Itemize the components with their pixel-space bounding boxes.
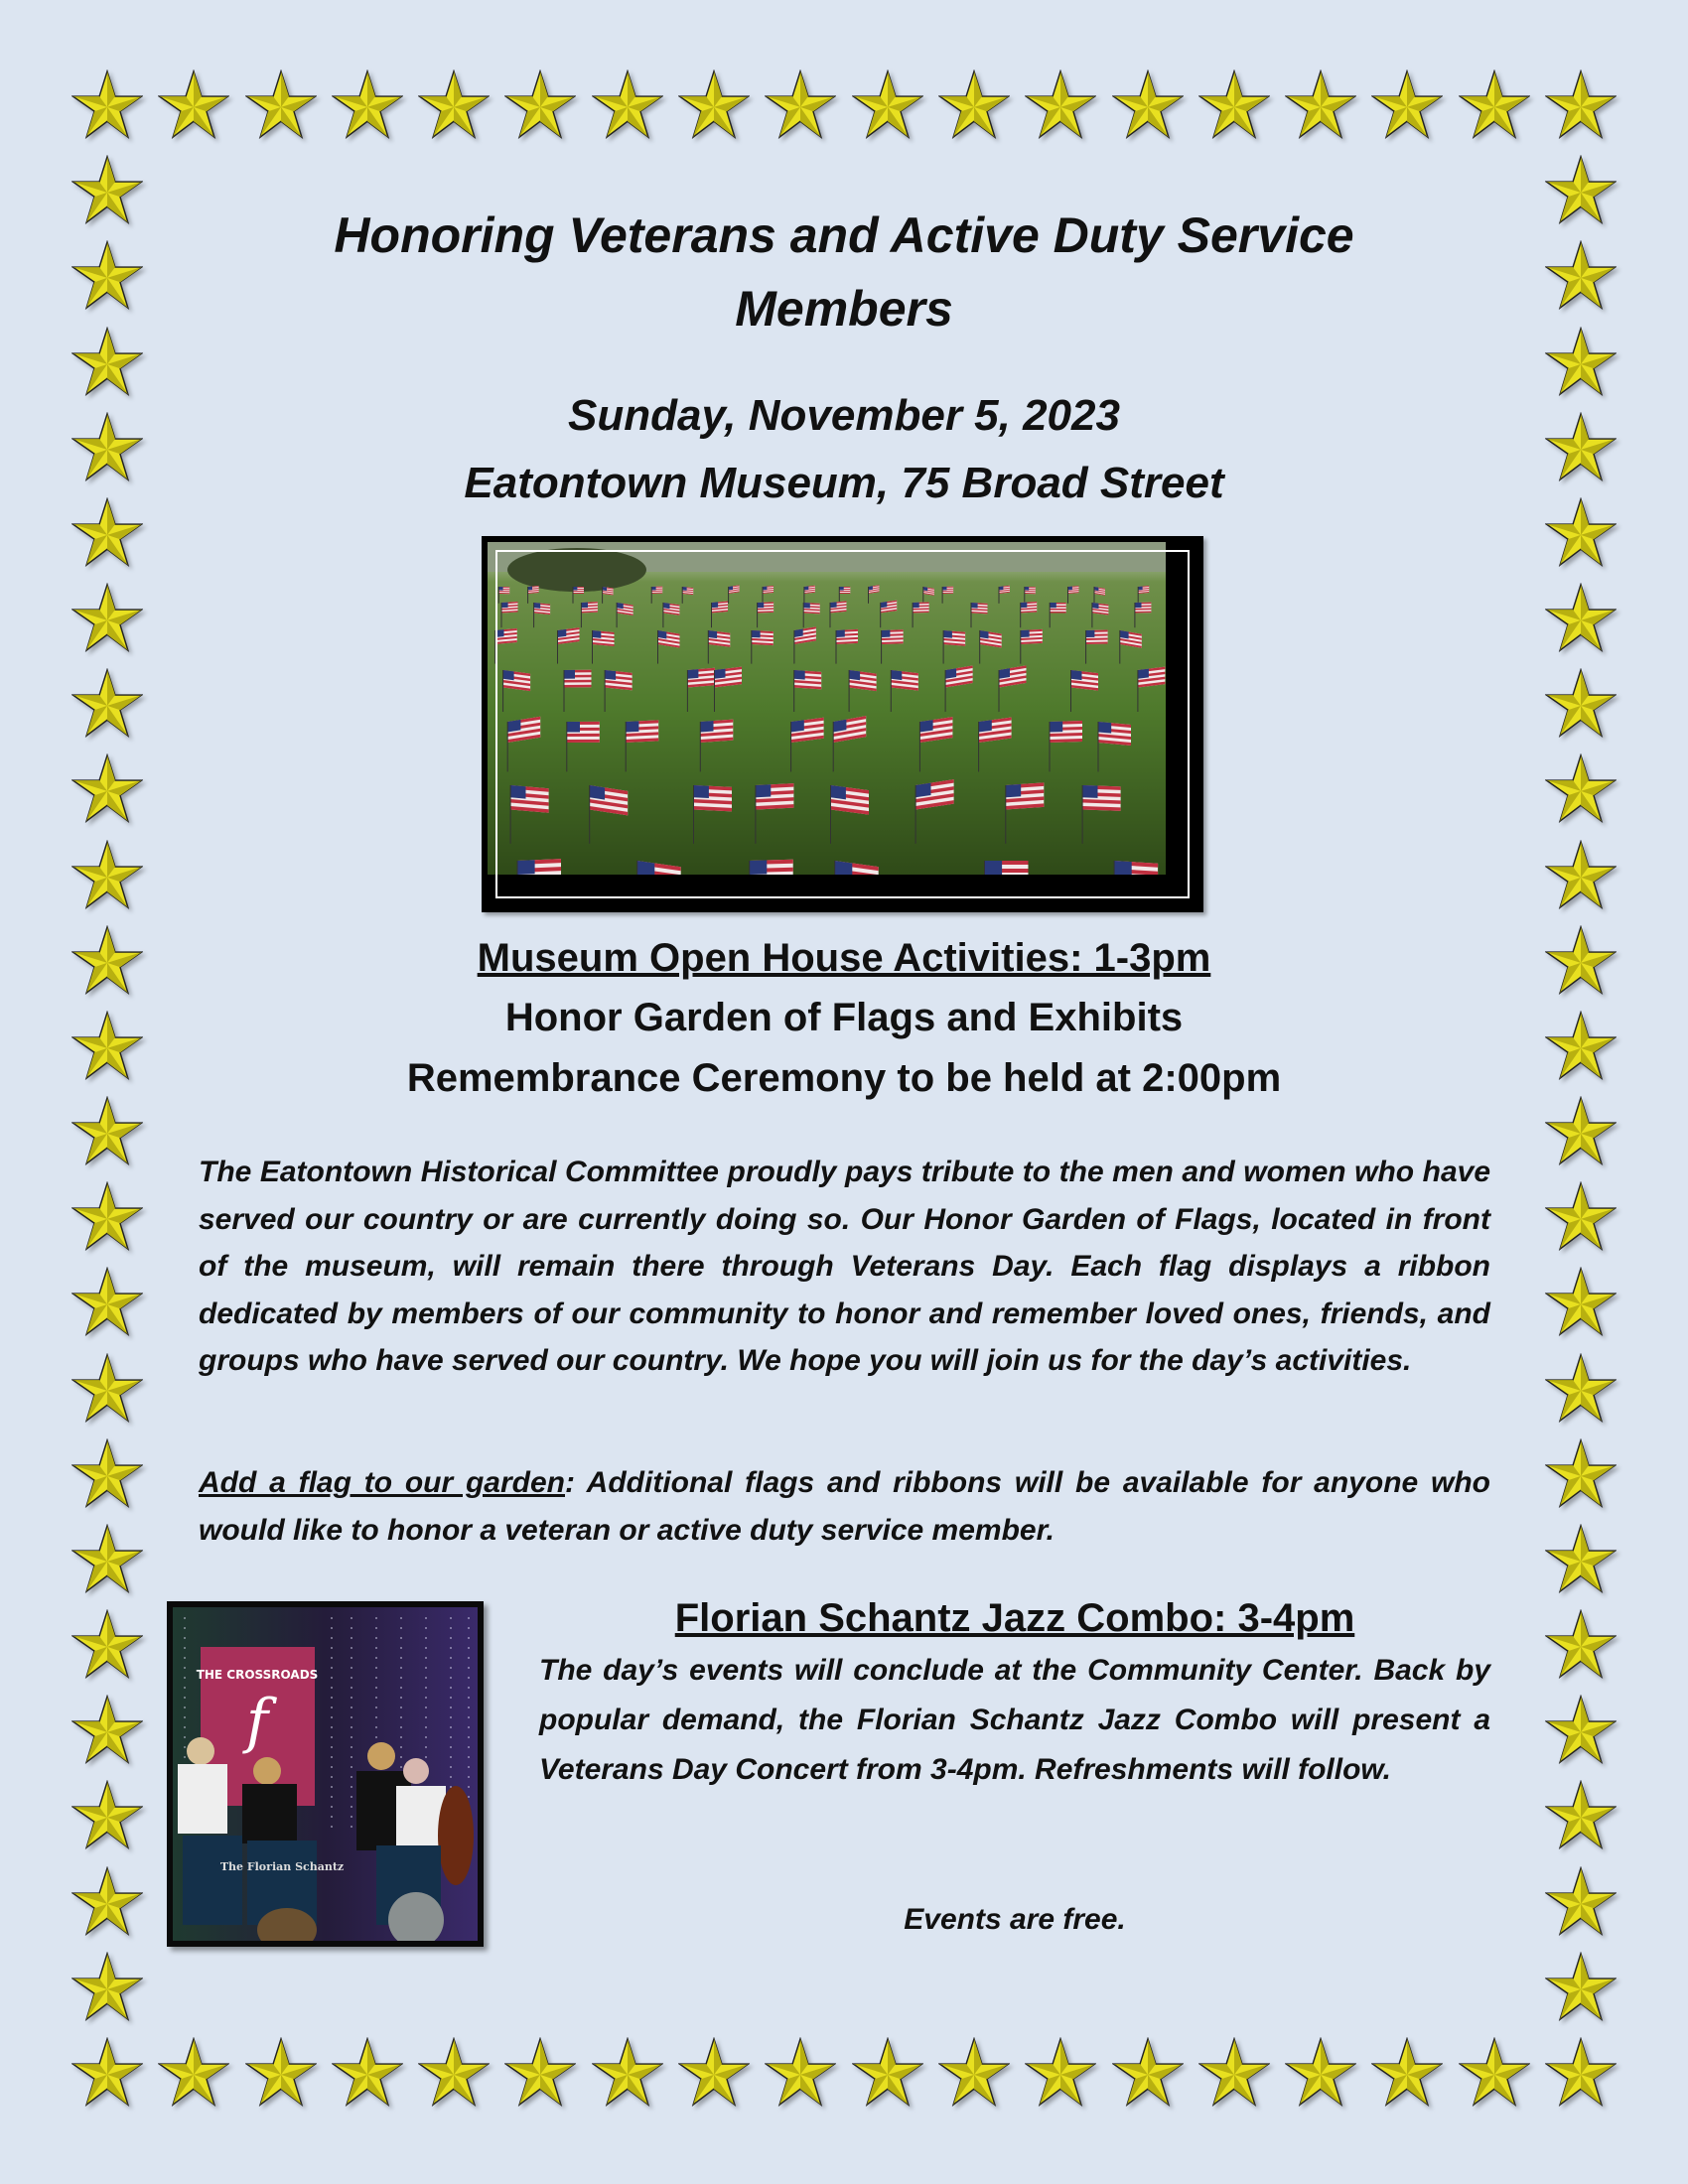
star-icon xyxy=(71,2037,143,2107)
star-icon xyxy=(1285,69,1356,139)
star-icon xyxy=(71,583,143,652)
open-house-heading: Museum Open House Activities: 1-3pm xyxy=(477,936,1211,980)
star-icon xyxy=(71,1524,143,1593)
star-icon xyxy=(1545,583,1617,652)
star-icon xyxy=(852,69,923,139)
star-icon xyxy=(678,2037,750,2107)
star-icon xyxy=(1545,1695,1617,1764)
page-title: Honoring Veterans and Active Duty Service Members xyxy=(334,207,1354,337)
star-icon xyxy=(1545,1609,1617,1679)
banner-text: THE CROSSROADS xyxy=(196,1668,319,1682)
star-icon xyxy=(71,155,143,224)
star-icon xyxy=(71,69,143,139)
star-icon xyxy=(1112,69,1184,139)
star-icon xyxy=(1545,1181,1617,1251)
star-icon xyxy=(765,69,836,139)
add-flag-text: : Additional flags and ribbons will be available for anyone who would like to honor a veteran or active duty service member. xyxy=(199,1466,1490,1547)
star-icon xyxy=(1545,1353,1617,1423)
star-icon xyxy=(1198,69,1270,139)
star-icon xyxy=(71,1181,143,1251)
flag-garden-photo xyxy=(482,536,1203,912)
star-icon xyxy=(938,69,1010,139)
star-icon xyxy=(592,2037,663,2107)
star-icon xyxy=(1371,69,1443,139)
star-icon xyxy=(1545,2037,1617,2107)
star-icon xyxy=(158,69,229,139)
star-icon xyxy=(852,2037,923,2107)
svg-text:f: f xyxy=(245,1687,269,1756)
star-icon xyxy=(332,69,403,139)
open-house-line-1: Honor Garden of Flags and Exhibits xyxy=(504,996,1184,1039)
star-icon xyxy=(1545,1952,1617,2021)
star-icon xyxy=(71,1609,143,1679)
star-icon xyxy=(1112,2037,1184,2107)
star-icon xyxy=(71,1267,143,1336)
star-icon xyxy=(71,1438,143,1508)
add-flag-paragraph xyxy=(199,1459,1490,1554)
star-icon xyxy=(1371,2037,1443,2107)
star-icon xyxy=(418,2037,490,2107)
star-icon xyxy=(938,2037,1010,2107)
star-icon xyxy=(245,2037,317,2107)
star-icon xyxy=(71,668,143,738)
star-icon xyxy=(1545,1524,1617,1593)
star-icon xyxy=(71,1952,143,2021)
star-icon xyxy=(71,1695,143,1764)
star-icon xyxy=(1545,753,1617,823)
star-icon xyxy=(245,69,317,139)
star-icon xyxy=(71,240,143,310)
jazz-paragraph: The day’s events will conclude at the Community Center. Back by popular demand, the Florian Schantz Jazz Combo will present a Veterans Day Concert from 3-4pm. Refreshments will follow. xyxy=(539,1654,1490,1786)
star-icon xyxy=(71,1780,143,1849)
star-icon xyxy=(504,2037,576,2107)
jazz-heading: Florian Schantz Jazz Combo: 3-4pm xyxy=(674,1596,1355,1640)
star-icon xyxy=(1459,69,1530,139)
event-location: Eatontown Museum, 75 Broad Street xyxy=(464,459,1224,507)
star-icon xyxy=(1545,1866,1617,1936)
event-date: Sunday, November 5, 2023 xyxy=(568,391,1120,440)
star-icon xyxy=(1545,69,1617,139)
star-icon xyxy=(1545,1438,1617,1508)
star-icon xyxy=(765,2037,836,2107)
star-icon xyxy=(1545,240,1617,310)
star-icon xyxy=(71,1866,143,1936)
jazz-band-photo xyxy=(167,1601,484,1947)
star-icon xyxy=(418,69,490,139)
open-house-line-2: Remembrance Ceremony to be held at 2:00pm xyxy=(406,1056,1282,1100)
star-icon xyxy=(1545,1267,1617,1336)
star-icon xyxy=(71,753,143,823)
stand-text: The Florian Schantz xyxy=(219,1860,345,1873)
star-icon xyxy=(1545,668,1617,738)
star-icon xyxy=(678,69,750,139)
events-free: Events are free. xyxy=(904,1903,1126,1936)
star-icon xyxy=(504,69,576,139)
star-icon xyxy=(71,1353,143,1423)
star-icon xyxy=(592,69,663,139)
star-icon xyxy=(158,2037,229,2107)
tribute-paragraph: The Eatontown Historical Committee proudly pays tribute to the men and women who have served our country or are currently doing so. Our Honor Garden of Flags, located in front of the museum, will remain there through Veterans Day. Each flag displays a ribbon dedicated by members of our community to honor and remember loved ones, friends, and groups who have served our country. We hope you will join us for the day’s activities. xyxy=(199,1156,1490,1377)
star-icon xyxy=(1025,2037,1096,2107)
star-icon xyxy=(1545,840,1617,909)
star-icon xyxy=(1285,2037,1356,2107)
star-icon xyxy=(71,840,143,909)
star-icon xyxy=(1459,2037,1530,2107)
star-icon xyxy=(332,2037,403,2107)
star-icon xyxy=(1545,1780,1617,1849)
add-flag-label: Add a flag to our garden xyxy=(199,1466,565,1499)
star-icon xyxy=(1545,155,1617,224)
star-icon xyxy=(1198,2037,1270,2107)
star-icon xyxy=(1025,69,1096,139)
